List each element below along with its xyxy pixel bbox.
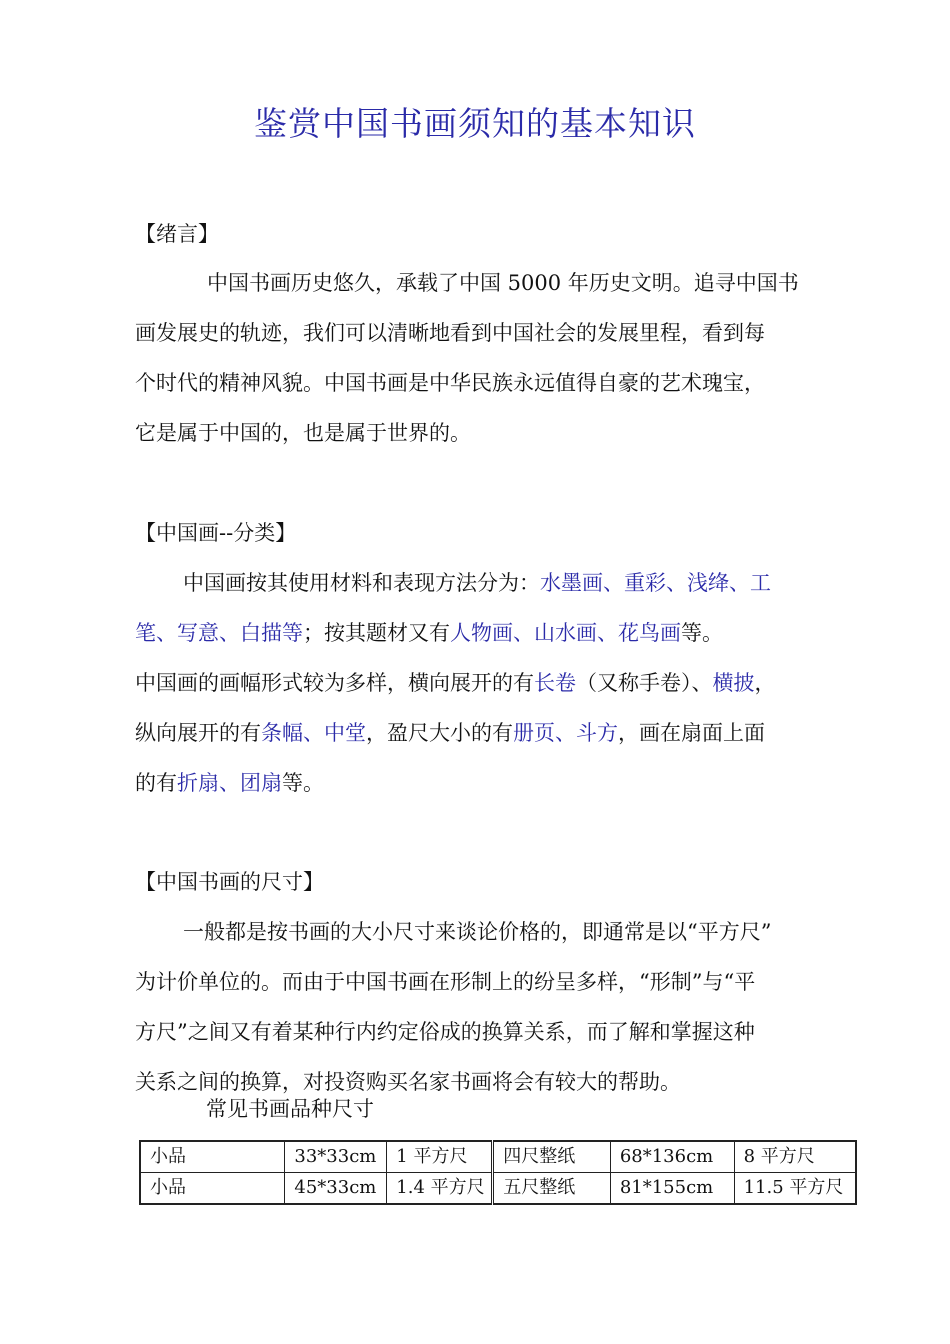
text: 等。 [282, 771, 324, 795]
text: 纵向展开的有 [135, 721, 261, 745]
highlight-text: 折扇、团扇 [177, 771, 282, 795]
section-heading-classification: 【中国画--分类】 [135, 521, 297, 545]
text: ，盈尺大小的有 [366, 721, 513, 745]
text: （又称手卷）、 [576, 671, 713, 695]
table-cell: 1 平方尺 [387, 1141, 493, 1173]
highlight-text: 册页、斗方 [513, 721, 618, 745]
table-cell: 五尺整纸 [493, 1173, 611, 1205]
intro-line-4: 它是属于中国的，也是属于世界的。 [135, 421, 471, 445]
highlight-text: 长卷 [534, 671, 576, 695]
size-table [139, 1140, 857, 1205]
text: ；按其题材又有 [303, 621, 450, 645]
intro-paragraph [135, 258, 859, 458]
page-title: 鉴赏中国书画须知的基本知识 [254, 104, 696, 143]
table-cell: 81*155cm [610, 1173, 734, 1205]
table-cell: 68*136cm [610, 1141, 734, 1173]
table-cell: 33*33cm [285, 1141, 387, 1173]
highlight-text: 水墨画、重彩、浅绛、工 [540, 571, 771, 595]
classification-line-3 [135, 658, 859, 708]
text: 中国画按其使用材料和表现方法分为： [183, 571, 540, 595]
intro-line-3: 个时代的精神风貌。中国书画是中华民族永远值得自豪的艺术瑰宝， [135, 371, 765, 395]
highlight-text: 横披 [712, 671, 755, 695]
table-cell: 小品 [140, 1173, 285, 1205]
sizes-paragraph [135, 907, 859, 1107]
sizes-line-4: 关系之间的换算，对投资购买名家书画将会有较大的帮助。 [135, 1070, 681, 1094]
highlight-text: 笔、写意、白描等 [135, 621, 303, 645]
text: 中国画的画幅形式较为多样，横向展开的有 [135, 671, 534, 695]
table-cell: 11.5 平方尺 [734, 1173, 856, 1205]
highlight-text: 条幅、中堂 [261, 721, 366, 745]
text: 的有 [135, 771, 177, 795]
table-cell: 四尺整纸 [493, 1141, 611, 1173]
intro-line-1: 中国书画历史悠久，承载了中国 5000 年历史文明。追寻中国书 [207, 271, 799, 295]
classification-paragraph [135, 558, 859, 808]
text: 等。 [681, 621, 723, 645]
highlight-text: 人物画、山水画、花鸟画 [450, 621, 681, 645]
sizes-line-2: 为计价单位的。而由于中国书画在形制上的纷呈多样，“形制”与“平 [135, 970, 756, 994]
text: ， [754, 671, 776, 695]
classification-line-4 [135, 708, 859, 758]
table-cell: 小品 [140, 1141, 285, 1173]
classification-line-5 [135, 758, 859, 808]
sizes-line-3: 方尺”之间又有着某种行内约定俗成的换算关系，而了解和掌握这种 [135, 1020, 755, 1044]
classification-line-1 [135, 558, 859, 608]
table-cell: 45*33cm [285, 1173, 387, 1205]
table-caption: 常见书画品种尺寸 [206, 1097, 374, 1121]
table-row [140, 1141, 856, 1173]
table-cell: 1.4 平方尺 [387, 1173, 493, 1205]
intro-line-2: 画发展史的轨迹，我们可以清晰地看到中国社会的发展里程，看到每 [135, 321, 765, 345]
classification-line-2 [135, 608, 859, 658]
section-heading-sizes: 【中国书画的尺寸】 [135, 870, 324, 894]
sizes-line-1: 一般都是按书画的大小尺寸来谈论价格的，即通常是以“平方尺” [183, 920, 772, 944]
text: ，画在扇面上面 [618, 721, 765, 745]
table-cell: 8 平方尺 [734, 1141, 856, 1173]
section-heading-intro: 【绪言】 [135, 222, 219, 246]
table-row [140, 1173, 856, 1205]
